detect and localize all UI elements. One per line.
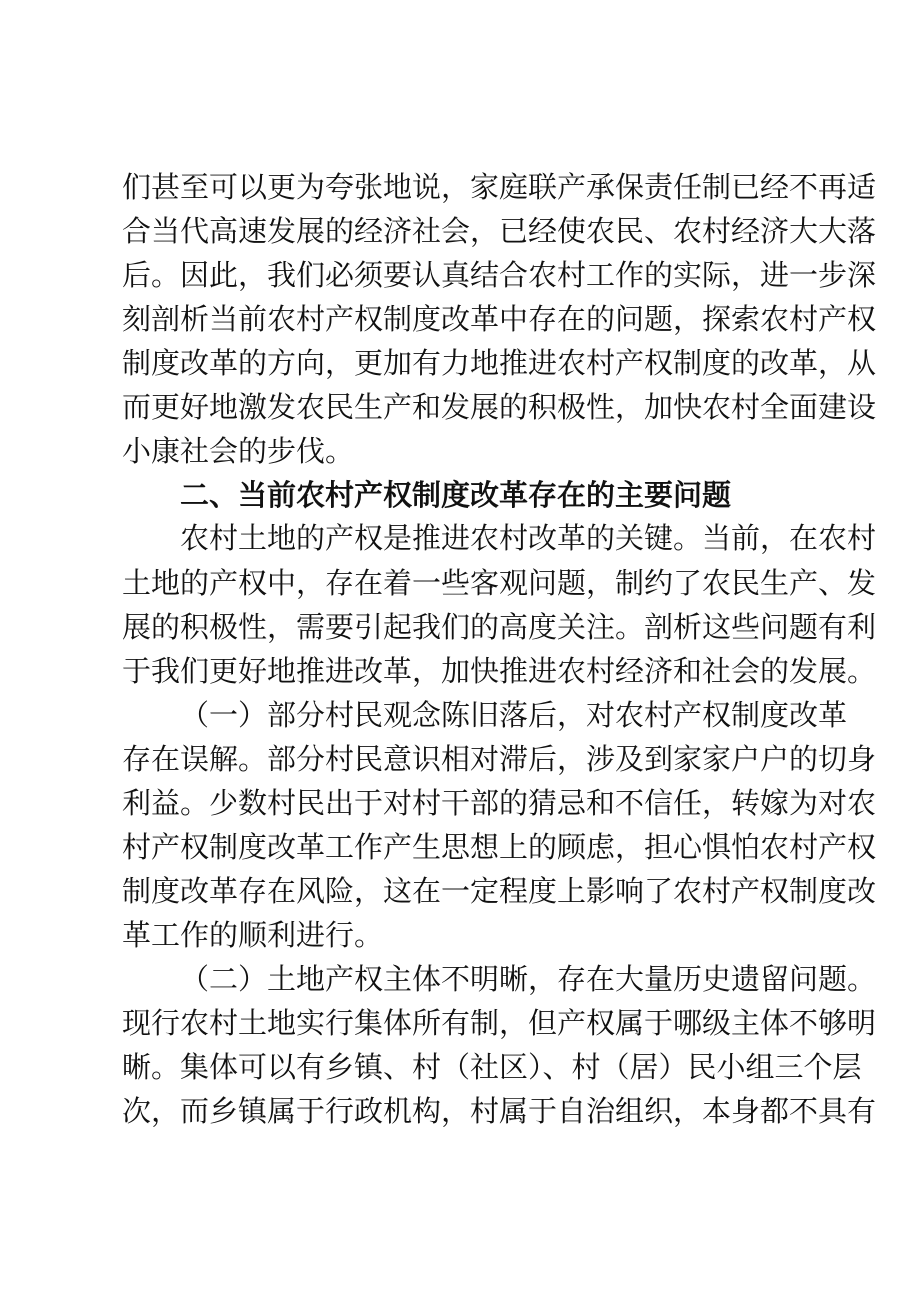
text-line: （一）部分村民观念陈旧落后，对农村产权制度改革 (180, 698, 848, 732)
text-line: 们甚至可以更为夸张地说，家庭联产承保责任制已经不再适 (122, 170, 877, 204)
text-line: 小康社会的步伐。 (122, 434, 355, 468)
text-line: 革工作的顺利进行。 (122, 918, 384, 952)
text-line: 合当代高速发展的经济社会，已经使农民、农村经济大大落 (122, 214, 877, 248)
text-line: 土地的产权中，存在着一些客观问题，制约了农民生产、发 (122, 566, 877, 600)
text-line: 而更好地激发农民生产和发展的积极性，加快农村全面建设 (122, 390, 877, 424)
text-line: 农村土地的产权是推进农村改革的关键。当前，在农村 (180, 521, 877, 555)
text-line: 刻剖析当前农村产权制度改革中存在的问题，探索农村产权 (122, 302, 877, 336)
text-line: 现行农村土地实行集体所有制，但产权属于哪级主体不够明 (122, 1006, 877, 1040)
text-line: 次，而乡镇属于行政机构，村属于自治组织，本身都不具有 (122, 1094, 877, 1128)
text-line: 后。因此，我们必须要认真结合农村工作的实际，进一步深 (122, 258, 877, 292)
text-line: 于我们更好地推进改革，加快推进农村经济和社会的发展。 (122, 654, 877, 688)
text-line: 制度改革的方向，更加有力地推进农村产权制度的改革，从 (122, 346, 877, 380)
text-line: 村产权制度改革工作产生思想上的顾虑，担心惧怕农村产权 (122, 830, 877, 864)
text-line: 制度改革存在风险，这在一定程度上影响了农村产权制度改 (122, 874, 877, 908)
text-line: （二）土地产权主体不明晰，存在大量历史遗留问题。 (180, 962, 877, 996)
text-line: 晰。集体可以有乡镇、村（社区）、村（居）民小组三个层 (122, 1050, 862, 1084)
text-line: 展的积极性，需要引起我们的高度关注。剖析这些问题有利 (122, 610, 877, 644)
text-line: 利益。少数村民出于对村干部的猜忌和不信任，转嫁为对农 (122, 786, 877, 820)
text-line: 存在误解。部分村民意识相对滞后，涉及到家家户户的切身 (122, 742, 877, 776)
section-heading: 二、当前农村产权制度改革存在的主要问题 (180, 478, 732, 512)
